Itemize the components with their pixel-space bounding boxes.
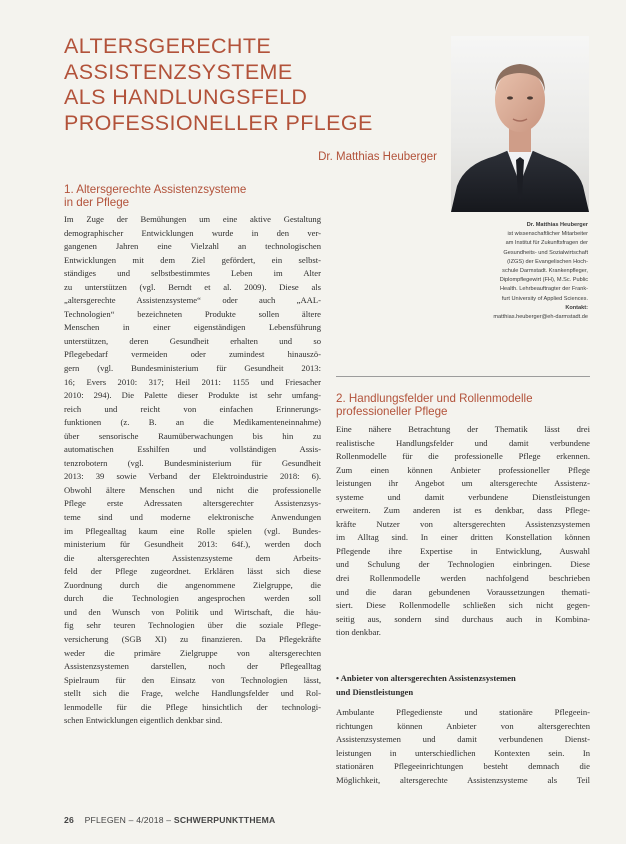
text-line: und Schulung der Technologien einbringen. Diese [336, 559, 590, 570]
text-line: über sensorische Raumüberwachungen bis hin zu [64, 430, 321, 441]
section-heading-line: professioneller Pflege [336, 404, 448, 418]
text-line: Ambulante Pflegedienste und stationäre Pflegeein- [336, 707, 590, 717]
text-line: reich und reicht von einfachen Erinnerungs- [64, 403, 321, 414]
bio-line: (IZGS) der Evangelischen Hoch- [507, 258, 588, 265]
text-line: Obwohl ältere Menschen und nicht die professionelle [64, 484, 321, 495]
text-line: im Pflegealltag kaum eine Rolle spielen (vgl. Bundes- [64, 525, 321, 536]
author-byline: Dr. Matthias Heuberger [318, 151, 437, 163]
page-footer [64, 815, 534, 825]
text-line: ministerium für Gesundheit 2013: 64f.), werden doch [64, 539, 321, 550]
text-line: Entwicklungen mit dem Ziel gefördert, ein selbst- [64, 254, 321, 265]
text-line: richtungen können Anbieter von altersgerechten [336, 720, 590, 731]
section-heading-line: 2. Handlungsfelder und Rollenmodelle [336, 392, 533, 405]
text-line: Möglichkeit, altersgerechte Assistenzsysteme als Teil [336, 774, 590, 785]
text-line: funktionen (z. B. an die Medikamenteneinnahme) [64, 417, 321, 428]
text-line: zu unterstützen (vgl. Berndt et al. 2009). Diese als [64, 281, 321, 292]
text-line: weder die primäre Zielgruppe von altersgerechten [64, 647, 321, 658]
text-line: Zuordnung durch die angenommene Zielgruppe, die [64, 579, 321, 590]
section-label: SCHWERPUNKTTHEMA [173, 815, 276, 825]
author-photo [451, 36, 589, 212]
bio-line: schule Darmstadt. Krankenpfleger, [502, 268, 588, 275]
text-line: Im Zuge der Bemühungen um eine aktive Gestaltung [64, 214, 321, 224]
bio-line: Gesundheits- und Sozialwirtschaft [503, 249, 588, 256]
text-line: schen Entwicklungen eigentlich denkbar sind. [64, 715, 223, 726]
text-line: stellt sich die Frage, welche Handlungsfelder und Rol- [64, 688, 321, 699]
text-line: Menschen in einer eigenständigen Lebensführung [64, 322, 321, 333]
text-line: gern (vgl. Bundesministerium für Gesundheit 2013: [64, 363, 321, 374]
text-line: siert. Diese Rollenmodelle schließen sich nicht gegen- [336, 600, 590, 611]
bio-line: Health. Lehrbeauftragter der Frank- [500, 286, 588, 293]
article-title [64, 34, 444, 136]
text-line: systeme und damit verbundene Dienstleistungen [336, 491, 590, 502]
bio-line: am Institut für Zukunftsfragen der [505, 240, 588, 247]
text-line: drei Rollenmodelle werden nachfolgend beschrieben [336, 573, 590, 584]
text-line: Eine nähere Betrachtung der Thematik lässt drei [336, 424, 590, 434]
section-2-body [336, 423, 590, 640]
text-line: die altersgerechten Assistenzsysteme dem Arbeits- [64, 552, 321, 563]
subheading-line: • Anbieter von altersgerechten Assistenzsystemen [336, 673, 516, 683]
section-1-body [64, 213, 321, 728]
bio-line: furt University of Applied Sciences. [501, 295, 588, 302]
text-line: seitig aus, sondern sind durchaus auch in Kombina- [336, 613, 590, 624]
text-line: ständiges und selbstbestimmtes Leben im Alter [64, 268, 321, 279]
bio-name: Dr. Matthias Heuberger [526, 222, 588, 228]
text-line: Assistenzsystemen darstellen, noch der Pflegealltag [64, 661, 321, 672]
section-heading-line: in der Pflege [64, 195, 130, 209]
text-line: Technologien“ bezeichneten Produkte sollen ältere [64, 308, 321, 319]
text-line: 16; Evers 2010: 317; Heil 2011: 1155 und Friesacher [64, 376, 321, 387]
text-line: Spielraum für den Einsatz von Technologien lässt, [64, 674, 321, 685]
text-line: feld der Pflege zugeordnet. Erklären lässt sich diese [64, 566, 321, 577]
text-line: „altersgerechte Assistenzsysteme“ oder auch „AAL- [64, 295, 321, 306]
text-line: demographischer Entwicklungen wurde in den ver- [64, 227, 321, 238]
text-line: teme sind und moderne elektronische Anwendungen [64, 512, 321, 523]
author-bio [452, 221, 588, 322]
text-line: leistungen ihr Angebot um altersgerechte Assistenz- [336, 478, 590, 489]
text-line: lenmodelle für die Pflege hinsichtlich der technologi- [64, 701, 321, 712]
text-line: 2010: 294). Die Palette dieser Produkte ist sehr umfang- [64, 390, 321, 401]
text-line: versicherung (SGB XI) zu finanzieren. Da Pflegekräfte [64, 633, 321, 644]
author-portrait-image [451, 36, 589, 212]
subheading-line: und Dienstleistungen [336, 686, 414, 697]
text-line: Pflegebedarf vermeiden oder zumindest hinauszö- [64, 349, 321, 360]
text-line: tenzrobotern (vgl. Bundesministerium für Gesundheit [64, 457, 321, 468]
text-line: im Alltag sind. In einer dritten Konstellation können [336, 532, 590, 543]
bio-line: ist wissenschaftlicher Mitarbeiter [507, 231, 588, 238]
text-line: fig sehr teuren Technologien über die soziale Pflege- [64, 620, 321, 631]
text-line: leistungen in unterschiedlichen Kontexten sein. In [336, 747, 590, 758]
text-line: 2013: 39 sowie Verband der Elektroindustrie 2018: 6). [64, 471, 321, 482]
bio-line: Diplompflegewirt (FH), M.Sc. Public [499, 277, 588, 284]
text-line: Assistenzsystemen und damit verbundenen Dienst- [336, 734, 590, 745]
text-line: erweitern. Zum anderen ist es denkbar, dass Pflege- [336, 505, 590, 516]
subsection-body [336, 706, 590, 787]
text-line: gangenen Jahren eine Vielzahl an technologischen [64, 241, 321, 252]
section-1-heading [64, 184, 324, 209]
title-line: ALTERSGERECHTE [64, 34, 272, 58]
text-line: Rollenmodelle für die professionelle Pflege erkennen. [336, 451, 590, 462]
text-line: durch die Technologien angesprochen werden soll [64, 593, 321, 604]
title-line: ASSISTENZSYSTEME [64, 59, 293, 84]
title-line: PROFESSIONELLER PFLEGE [64, 110, 373, 135]
text-line: unterstützen, deren Gesundheit erhalten und so [64, 335, 321, 346]
issue-label: PFLEGEN – 4/2018 – [84, 815, 172, 825]
bio-contact-email: matthias.heuberger@eh-darmstadt.de [493, 314, 588, 321]
text-line: Zum einen können Anbieter professioneller Pflege [336, 464, 590, 475]
section-2-heading [336, 393, 590, 418]
text-line: und die daran gebundenen Voraussetzungen themati- [336, 586, 590, 597]
subsection-heading [336, 672, 590, 699]
text-line: realistische Handlungsfelder und damit verbundene [336, 437, 590, 448]
text-line: Pflegende ihre Expertise in Entwicklung, Auswahl [336, 545, 590, 556]
text-line: Pflege erste Adressaten altersgerechter Assistenzsys- [64, 498, 321, 509]
bio-divider [336, 376, 590, 377]
text-line: stationären Pflegeeinrichtungen besteht demnach die [336, 761, 590, 772]
bio-contact-label: Kontakt: [565, 304, 588, 311]
title-line: ALS HANDLUNGSFELD [64, 85, 308, 110]
text-line: tion denkbar. [336, 627, 381, 638]
text-line: und den Wunsch von Politik und Wirtschaft, die häu- [64, 606, 321, 617]
text-line: automatischen Esshilfen und vollständigen Assis- [64, 444, 321, 455]
section-heading-line: 1. Altersgerechte Assistenzsysteme [64, 183, 247, 196]
text-line: kräfte Nutzer von altersgerechten Assistenzsystemen [336, 518, 590, 529]
page-number: 26 [64, 815, 74, 825]
